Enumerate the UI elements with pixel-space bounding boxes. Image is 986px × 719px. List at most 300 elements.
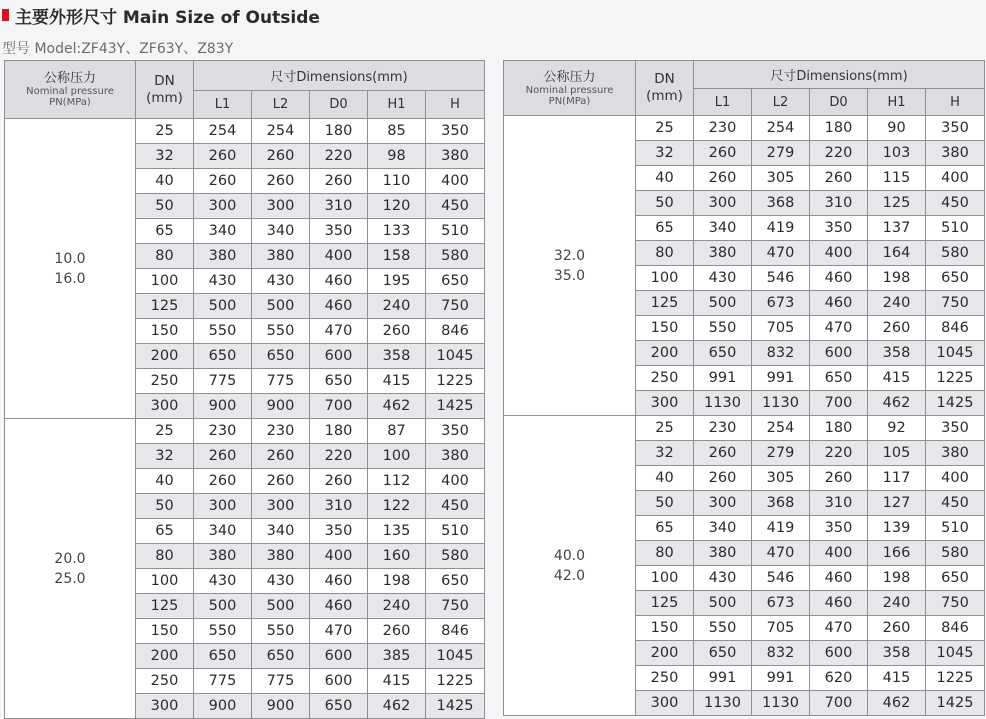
dn-cell: 65 bbox=[136, 519, 194, 544]
dimension-cell: 260 bbox=[694, 441, 752, 466]
dimension-cell: 462 bbox=[868, 391, 926, 416]
dn-cell: 100 bbox=[636, 266, 694, 291]
dimension-cell: 600 bbox=[310, 344, 368, 369]
dn-cell: 150 bbox=[136, 619, 194, 644]
dimension-cell: 500 bbox=[194, 594, 252, 619]
dimension-cell: 260 bbox=[194, 169, 252, 194]
dimension-cell: 310 bbox=[810, 191, 868, 216]
table-row bbox=[5, 419, 485, 444]
dimension-cell: 92 bbox=[868, 416, 926, 441]
dimension-cell: 400 bbox=[810, 541, 868, 566]
dn-cell: 80 bbox=[136, 544, 194, 569]
dimension-cell: 380 bbox=[252, 244, 310, 269]
dimension-cell: 673 bbox=[752, 591, 810, 616]
col-l2-header: L2 bbox=[752, 89, 810, 116]
dn-cell: 40 bbox=[636, 466, 694, 491]
dimension-cell: 380 bbox=[926, 141, 985, 166]
dimension-cell: 415 bbox=[368, 669, 426, 694]
col-d0-header: D0 bbox=[810, 89, 868, 116]
dn-cell: 50 bbox=[636, 191, 694, 216]
dn-cell: 25 bbox=[136, 419, 194, 444]
dimension-cell: 1425 bbox=[426, 394, 485, 419]
dimension-cell: 105 bbox=[868, 441, 926, 466]
dimension-cell: 350 bbox=[810, 516, 868, 541]
dn-cell: 80 bbox=[636, 541, 694, 566]
pn-group-cell bbox=[504, 416, 636, 716]
table-row bbox=[504, 416, 985, 441]
dimension-cell: 300 bbox=[252, 194, 310, 219]
dn-cell: 250 bbox=[636, 666, 694, 691]
dn-cell: 25 bbox=[636, 416, 694, 441]
dimension-cell: 260 bbox=[252, 469, 310, 494]
dn-cell: 65 bbox=[636, 216, 694, 241]
col-l1-header: L1 bbox=[194, 91, 252, 119]
dimension-cell: 400 bbox=[926, 166, 985, 191]
dimension-cell: 305 bbox=[752, 166, 810, 191]
dimension-cell: 1045 bbox=[926, 341, 985, 366]
dimension-cell: 550 bbox=[194, 619, 252, 644]
dimension-cell: 87 bbox=[368, 419, 426, 444]
dimension-cell: 260 bbox=[694, 141, 752, 166]
dimension-cell: 254 bbox=[252, 119, 310, 144]
col-h-header: H bbox=[426, 91, 485, 119]
pn-value: 20.0 bbox=[54, 550, 86, 567]
dn-cell: 200 bbox=[136, 644, 194, 669]
dimension-cell: 260 bbox=[810, 466, 868, 491]
dimension-cell: 460 bbox=[810, 591, 868, 616]
dimension-cell: 650 bbox=[252, 644, 310, 669]
dimension-cell: 195 bbox=[368, 269, 426, 294]
dimension-cell: 415 bbox=[868, 666, 926, 691]
dimension-cell: 240 bbox=[868, 291, 926, 316]
model-line: 型号 Model:ZF43Y、ZF63Y、Z83Y bbox=[2, 41, 234, 57]
dimension-cell: 300 bbox=[694, 191, 752, 216]
dimension-cell: 230 bbox=[694, 116, 752, 141]
dimension-cell: 550 bbox=[252, 319, 310, 344]
dimension-cell: 1045 bbox=[426, 344, 485, 369]
dimension-cell: 700 bbox=[310, 394, 368, 419]
dimension-cell: 133 bbox=[368, 219, 426, 244]
dn-cell: 200 bbox=[636, 341, 694, 366]
dimension-cell: 650 bbox=[194, 644, 252, 669]
dimensions-header: 尺寸Dimensions(mm) bbox=[194, 61, 485, 91]
dimension-cell: 340 bbox=[252, 219, 310, 244]
dn-cell: 100 bbox=[136, 269, 194, 294]
heading-marker-icon bbox=[2, 9, 9, 21]
dimension-cell: 260 bbox=[868, 616, 926, 641]
dn-cell: 125 bbox=[136, 594, 194, 619]
dimension-cell: 260 bbox=[252, 169, 310, 194]
dimension-cell: 430 bbox=[694, 266, 752, 291]
dimension-cell: 620 bbox=[810, 666, 868, 691]
dimension-cell: 368 bbox=[752, 191, 810, 216]
pn-value: 25.0 bbox=[54, 570, 86, 587]
dimension-cell: 750 bbox=[926, 291, 985, 316]
dimension-cell: 419 bbox=[752, 216, 810, 241]
dimension-cell: 450 bbox=[926, 191, 985, 216]
col-l1-header: L1 bbox=[694, 89, 752, 116]
table-row bbox=[5, 119, 485, 144]
dn-cell: 100 bbox=[636, 566, 694, 591]
dimension-cell: 103 bbox=[868, 141, 926, 166]
dimension-cell: 600 bbox=[810, 341, 868, 366]
dimension-cell: 164 bbox=[868, 241, 926, 266]
dimension-cell: 380 bbox=[252, 544, 310, 569]
dimension-cell: 358 bbox=[868, 341, 926, 366]
dimension-cell: 220 bbox=[310, 144, 368, 169]
dimension-cell: 254 bbox=[752, 416, 810, 441]
dimension-cell: 832 bbox=[752, 341, 810, 366]
dimension-cell: 350 bbox=[426, 119, 485, 144]
dimension-cell: 500 bbox=[252, 294, 310, 319]
dimension-cell: 260 bbox=[868, 316, 926, 341]
dimension-cell: 380 bbox=[694, 241, 752, 266]
dimension-cell: 240 bbox=[868, 591, 926, 616]
dimension-cell: 460 bbox=[310, 569, 368, 594]
section-heading-text: 主要外形尺寸 Main Size of Outside bbox=[15, 7, 320, 28]
dn-cell: 65 bbox=[636, 516, 694, 541]
dimension-cell: 1045 bbox=[926, 641, 985, 666]
dimension-cell: 260 bbox=[194, 444, 252, 469]
dimension-cell: 430 bbox=[252, 569, 310, 594]
section-heading bbox=[2, 4, 320, 26]
dimension-cell: 350 bbox=[310, 219, 368, 244]
dn-cell: 50 bbox=[636, 491, 694, 516]
dimension-cell: 1425 bbox=[426, 694, 485, 719]
dimension-cell: 600 bbox=[310, 669, 368, 694]
dimension-cell: 500 bbox=[694, 291, 752, 316]
dimension-cell: 580 bbox=[426, 544, 485, 569]
dn-cell: 150 bbox=[136, 319, 194, 344]
col-h1-header: H1 bbox=[868, 89, 926, 116]
dimension-cell: 260 bbox=[810, 166, 868, 191]
dimensions-table-left bbox=[4, 60, 485, 719]
dimension-cell: 380 bbox=[194, 544, 252, 569]
dimension-cell: 368 bbox=[752, 491, 810, 516]
dimension-cell: 254 bbox=[752, 116, 810, 141]
dimension-cell: 340 bbox=[194, 219, 252, 244]
dn-cell: 300 bbox=[136, 394, 194, 419]
dimension-cell: 350 bbox=[926, 416, 985, 441]
dimension-cell: 705 bbox=[752, 616, 810, 641]
dimension-cell: 470 bbox=[752, 241, 810, 266]
dimension-cell: 650 bbox=[926, 566, 985, 591]
dimension-cell: 460 bbox=[810, 291, 868, 316]
dimension-cell: 650 bbox=[926, 266, 985, 291]
table-body bbox=[5, 119, 485, 719]
dimension-cell: 115 bbox=[868, 166, 926, 191]
dimension-cell: 220 bbox=[310, 444, 368, 469]
dimension-cell: 358 bbox=[868, 641, 926, 666]
dn-cell: 32 bbox=[136, 444, 194, 469]
dimension-cell: 340 bbox=[252, 519, 310, 544]
dimension-cell: 260 bbox=[694, 166, 752, 191]
pn-group-cell bbox=[504, 116, 636, 416]
dimension-cell: 350 bbox=[426, 419, 485, 444]
dimension-cell: 1130 bbox=[752, 391, 810, 416]
dimension-cell: 991 bbox=[752, 366, 810, 391]
dn-cell: 50 bbox=[136, 494, 194, 519]
dn-cell: 150 bbox=[636, 316, 694, 341]
dn-cell: 32 bbox=[636, 141, 694, 166]
dimension-cell: 430 bbox=[252, 269, 310, 294]
dn-cell: 65 bbox=[136, 219, 194, 244]
dimension-cell: 1130 bbox=[694, 391, 752, 416]
dimension-cell: 1225 bbox=[426, 369, 485, 394]
dimension-cell: 415 bbox=[868, 366, 926, 391]
dn-cell: 40 bbox=[136, 169, 194, 194]
dimension-cell: 135 bbox=[368, 519, 426, 544]
dn-cell: 125 bbox=[636, 291, 694, 316]
dimension-cell: 180 bbox=[310, 119, 368, 144]
dimension-cell: 125 bbox=[868, 191, 926, 216]
dn-cell: 125 bbox=[636, 591, 694, 616]
dimension-cell: 400 bbox=[310, 544, 368, 569]
dimension-cell: 380 bbox=[194, 244, 252, 269]
dimension-cell: 380 bbox=[694, 541, 752, 566]
dimension-cell: 900 bbox=[194, 694, 252, 719]
dimension-cell: 1225 bbox=[426, 669, 485, 694]
dn-cell: 250 bbox=[636, 366, 694, 391]
dimension-cell: 310 bbox=[310, 194, 368, 219]
dn-cell: 250 bbox=[136, 369, 194, 394]
dimension-cell: 230 bbox=[252, 419, 310, 444]
dimension-cell: 650 bbox=[252, 344, 310, 369]
dimension-cell: 260 bbox=[194, 469, 252, 494]
dn-cell: 80 bbox=[136, 244, 194, 269]
dimension-cell: 470 bbox=[310, 619, 368, 644]
dimension-cell: 300 bbox=[694, 491, 752, 516]
dimension-cell: 260 bbox=[368, 319, 426, 344]
dimension-cell: 310 bbox=[810, 491, 868, 516]
dimension-cell: 750 bbox=[426, 294, 485, 319]
dn-cell: 300 bbox=[136, 694, 194, 719]
dimension-cell: 260 bbox=[252, 144, 310, 169]
dimension-cell: 1130 bbox=[752, 691, 810, 716]
dimension-cell: 160 bbox=[368, 544, 426, 569]
dimension-cell: 846 bbox=[426, 319, 485, 344]
dimension-cell: 832 bbox=[752, 641, 810, 666]
dn-cell: 300 bbox=[636, 691, 694, 716]
dimension-cell: 546 bbox=[752, 566, 810, 591]
pn-value: 42.0 bbox=[553, 567, 586, 584]
dimension-cell: 350 bbox=[926, 116, 985, 141]
dn-header: DN (mm) bbox=[636, 61, 694, 116]
dimension-cell: 260 bbox=[694, 466, 752, 491]
dimension-cell: 470 bbox=[752, 541, 810, 566]
col-d0-header: D0 bbox=[310, 91, 368, 119]
dimension-cell: 600 bbox=[810, 641, 868, 666]
dimension-cell: 127 bbox=[868, 491, 926, 516]
dimension-cell: 358 bbox=[368, 344, 426, 369]
dn-cell: 50 bbox=[136, 194, 194, 219]
dimension-cell: 240 bbox=[368, 594, 426, 619]
dimension-cell: 460 bbox=[310, 269, 368, 294]
dimension-cell: 112 bbox=[368, 469, 426, 494]
dimension-cell: 775 bbox=[252, 669, 310, 694]
dimension-cell: 380 bbox=[926, 441, 985, 466]
dimension-cell: 580 bbox=[926, 241, 985, 266]
dimension-cell: 110 bbox=[368, 169, 426, 194]
dimension-cell: 846 bbox=[926, 616, 985, 641]
dimension-cell: 254 bbox=[194, 119, 252, 144]
dimension-cell: 650 bbox=[426, 569, 485, 594]
dn-cell: 200 bbox=[136, 344, 194, 369]
dimension-cell: 430 bbox=[194, 569, 252, 594]
dn-cell: 32 bbox=[636, 441, 694, 466]
dimension-cell: 340 bbox=[694, 216, 752, 241]
dn-cell: 150 bbox=[636, 616, 694, 641]
dimension-cell: 260 bbox=[310, 169, 368, 194]
dimension-cell: 546 bbox=[752, 266, 810, 291]
dimension-cell: 180 bbox=[810, 416, 868, 441]
dimension-cell: 580 bbox=[426, 244, 485, 269]
dimension-cell: 305 bbox=[752, 466, 810, 491]
dimension-cell: 230 bbox=[194, 419, 252, 444]
dimension-cell: 650 bbox=[810, 366, 868, 391]
dimension-cell: 991 bbox=[752, 666, 810, 691]
dimension-cell: 300 bbox=[252, 494, 310, 519]
dimension-cell: 100 bbox=[368, 444, 426, 469]
dimension-cell: 117 bbox=[868, 466, 926, 491]
pn-header: 公称压力 Nominal pressure PN(MPa) bbox=[504, 61, 636, 116]
dimension-cell: 991 bbox=[694, 366, 752, 391]
dimension-cell: 380 bbox=[426, 144, 485, 169]
dimension-cell: 198 bbox=[368, 569, 426, 594]
dimension-cell: 700 bbox=[810, 691, 868, 716]
dimension-cell: 340 bbox=[694, 516, 752, 541]
dimension-cell: 198 bbox=[868, 266, 926, 291]
dimension-cell: 98 bbox=[368, 144, 426, 169]
dimension-cell: 260 bbox=[368, 619, 426, 644]
dimension-cell: 650 bbox=[694, 641, 752, 666]
dimension-cell: 846 bbox=[426, 619, 485, 644]
dimension-cell: 580 bbox=[926, 541, 985, 566]
dimension-cell: 900 bbox=[194, 394, 252, 419]
dimension-cell: 450 bbox=[926, 491, 985, 516]
dimension-cell: 180 bbox=[310, 419, 368, 444]
dimension-cell: 470 bbox=[810, 316, 868, 341]
dimensions-header: 尺寸Dimensions(mm) bbox=[694, 61, 985, 89]
table-row bbox=[504, 116, 985, 141]
dimension-cell: 230 bbox=[694, 416, 752, 441]
pn-value: 32.0 bbox=[553, 247, 586, 264]
dimension-cell: 500 bbox=[194, 294, 252, 319]
dimensions-table-right bbox=[503, 60, 985, 716]
dimension-cell: 650 bbox=[194, 344, 252, 369]
dn-cell: 25 bbox=[636, 116, 694, 141]
pn-header: 公称压力 Nominal pressure PN(MPa) bbox=[5, 61, 136, 119]
dimension-cell: 430 bbox=[694, 566, 752, 591]
dimension-cell: 705 bbox=[752, 316, 810, 341]
dimension-cell: 460 bbox=[810, 266, 868, 291]
dimension-cell: 550 bbox=[194, 319, 252, 344]
dimension-cell: 750 bbox=[926, 591, 985, 616]
dimension-cell: 122 bbox=[368, 494, 426, 519]
dimension-cell: 510 bbox=[426, 519, 485, 544]
dimension-cell: 90 bbox=[868, 116, 926, 141]
dimension-cell: 450 bbox=[426, 194, 485, 219]
dimension-cell: 462 bbox=[368, 694, 426, 719]
dimension-cell: 650 bbox=[694, 341, 752, 366]
dimension-cell: 750 bbox=[426, 594, 485, 619]
dimension-cell: 279 bbox=[752, 141, 810, 166]
dimension-cell: 510 bbox=[926, 216, 985, 241]
dimension-cell: 400 bbox=[426, 469, 485, 494]
dn-cell: 200 bbox=[636, 641, 694, 666]
dn-cell: 32 bbox=[136, 144, 194, 169]
dn-cell: 40 bbox=[136, 469, 194, 494]
dimension-cell: 550 bbox=[694, 616, 752, 641]
dn-header: DN (mm) bbox=[136, 61, 194, 119]
dimension-cell: 460 bbox=[810, 566, 868, 591]
dimension-cell: 166 bbox=[868, 541, 926, 566]
dimension-cell: 419 bbox=[752, 516, 810, 541]
dimension-cell: 400 bbox=[926, 466, 985, 491]
dimension-cell: 1425 bbox=[926, 391, 985, 416]
dn-cell: 250 bbox=[136, 669, 194, 694]
dimension-cell: 900 bbox=[252, 694, 310, 719]
dimension-cell: 460 bbox=[310, 594, 368, 619]
dimension-cell: 350 bbox=[310, 519, 368, 544]
dimension-cell: 85 bbox=[368, 119, 426, 144]
dimension-cell: 775 bbox=[194, 669, 252, 694]
col-h1-header: H1 bbox=[368, 91, 426, 119]
pn-group-cell bbox=[5, 119, 136, 419]
dimension-cell: 260 bbox=[310, 469, 368, 494]
dimension-cell: 380 bbox=[426, 444, 485, 469]
pn-value: 35.0 bbox=[553, 267, 586, 284]
dimension-cell: 220 bbox=[810, 141, 868, 166]
dimension-cell: 650 bbox=[310, 369, 368, 394]
dimension-cell: 846 bbox=[926, 316, 985, 341]
pn-value: 10.0 bbox=[54, 250, 86, 267]
dimension-cell: 240 bbox=[368, 294, 426, 319]
dimension-cell: 500 bbox=[252, 594, 310, 619]
dimension-cell: 775 bbox=[194, 369, 252, 394]
dn-cell: 25 bbox=[136, 119, 194, 144]
dimension-cell: 310 bbox=[310, 494, 368, 519]
dimension-cell: 450 bbox=[426, 494, 485, 519]
col-h-header: H bbox=[926, 89, 985, 116]
dimension-cell: 350 bbox=[810, 216, 868, 241]
dimension-cell: 300 bbox=[194, 194, 252, 219]
dimension-cell: 415 bbox=[368, 369, 426, 394]
dimension-cell: 1225 bbox=[926, 366, 985, 391]
dimension-cell: 279 bbox=[752, 441, 810, 466]
pn-value: 40.0 bbox=[553, 547, 586, 564]
pn-group-cell bbox=[5, 419, 136, 719]
dimension-cell: 400 bbox=[310, 244, 368, 269]
dimension-cell: 500 bbox=[694, 591, 752, 616]
dimension-cell: 385 bbox=[368, 644, 426, 669]
dimension-cell: 300 bbox=[194, 494, 252, 519]
dimension-cell: 510 bbox=[426, 219, 485, 244]
dimension-cell: 650 bbox=[310, 694, 368, 719]
dimension-cell: 400 bbox=[426, 169, 485, 194]
dimension-cell: 470 bbox=[810, 616, 868, 641]
dimension-cell: 260 bbox=[194, 144, 252, 169]
dn-cell: 300 bbox=[636, 391, 694, 416]
dn-cell: 125 bbox=[136, 294, 194, 319]
dimension-cell: 700 bbox=[810, 391, 868, 416]
dimension-cell: 550 bbox=[252, 619, 310, 644]
table-body bbox=[504, 116, 985, 716]
dimension-cell: 600 bbox=[310, 644, 368, 669]
dimension-cell: 198 bbox=[868, 566, 926, 591]
dimension-cell: 462 bbox=[868, 691, 926, 716]
dimension-cell: 991 bbox=[694, 666, 752, 691]
